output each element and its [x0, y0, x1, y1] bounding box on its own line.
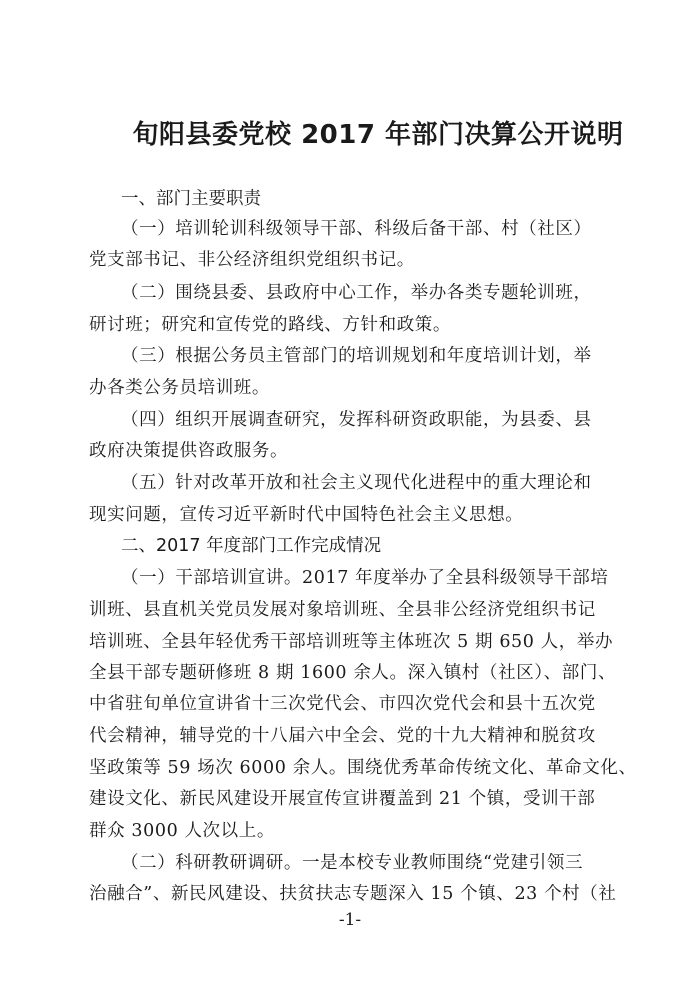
paragraph-line: （一）培训轮训科级领导干部、科级后备干部、村（社区） [121, 219, 592, 239]
section-heading-duties: 一、部门主要职责 [121, 189, 261, 209]
paragraph-line: 中省驻旬单位宣讲省十三次党代会、市四次党代会和县十五次党 [89, 694, 596, 714]
paragraph-line: 党支部书记、非公经济组织党组织书记。 [89, 250, 415, 270]
paragraph-line: 办各类公务员培训班。 [89, 378, 270, 398]
paragraph-line: 全县干部专题研修班 8 期 1600 余人。深入镇村（社区）、部门、 [89, 663, 617, 683]
paragraph-line: 研讨班；研究和宣传党的路线、方针和政策。 [89, 315, 451, 335]
paragraph-line: 群众 3000 人次以上。 [89, 821, 275, 841]
paragraph-line: （一）干部培训宣讲。2017 年度举办了全县科级领导干部培 [121, 568, 609, 588]
paragraph-line: 培训班、全县年轻优秀干部培训班等主体班次 5 期 650 人，举办 [89, 632, 614, 652]
paragraph-line: （四）组织开展调查研究，发挥科研资政职能，为县委、县 [121, 410, 592, 430]
paragraph-line: （五）针对改革开放和社会主义现代化进程中的重大理论和 [121, 473, 592, 493]
paragraph-line: （二）科研教研调研。一是本校专业教师围绕“党建引领三 [121, 853, 584, 873]
section-heading-work: 二、2017 年度部门工作完成情况 [121, 536, 382, 556]
page-number: -1- [338, 910, 362, 930]
paragraph-line: 训班、县直机关党员发展对象培训班、全县非公经济党组织书记 [89, 600, 596, 620]
paragraph-line: 建设文化、新民风建设开展宣传宣讲覆盖到 21 个镇，受训干部 [89, 789, 596, 809]
paragraph-line: 治融合”、新民风建设、扶贫扶志专题深入 15 个镇、23 个村（社 [89, 884, 617, 904]
paragraph-line: 政府决策提供咨政服务。 [89, 441, 289, 461]
document-title: 旬阳县委党校 2017 年部门决算公开说明 [132, 120, 624, 150]
paragraph-line: （二）围绕县委、县政府中心工作，举办各类专题轮训班， [121, 283, 592, 303]
paragraph-line: 现实问题，宣传习近平新时代中国特色社会主义思想。 [89, 505, 524, 525]
paragraph-line: （三）根据公务员主管部门的培训规划和年度培训计划，举 [121, 346, 592, 366]
paragraph-line: 坚政策等 59 场次 6000 余人。围绕优秀革命传统文化、革命文化、 [89, 758, 637, 778]
paragraph-line: 代会精神，辅导党的十八届六中全会、党的十九大精神和脱贫攻 [89, 726, 596, 746]
